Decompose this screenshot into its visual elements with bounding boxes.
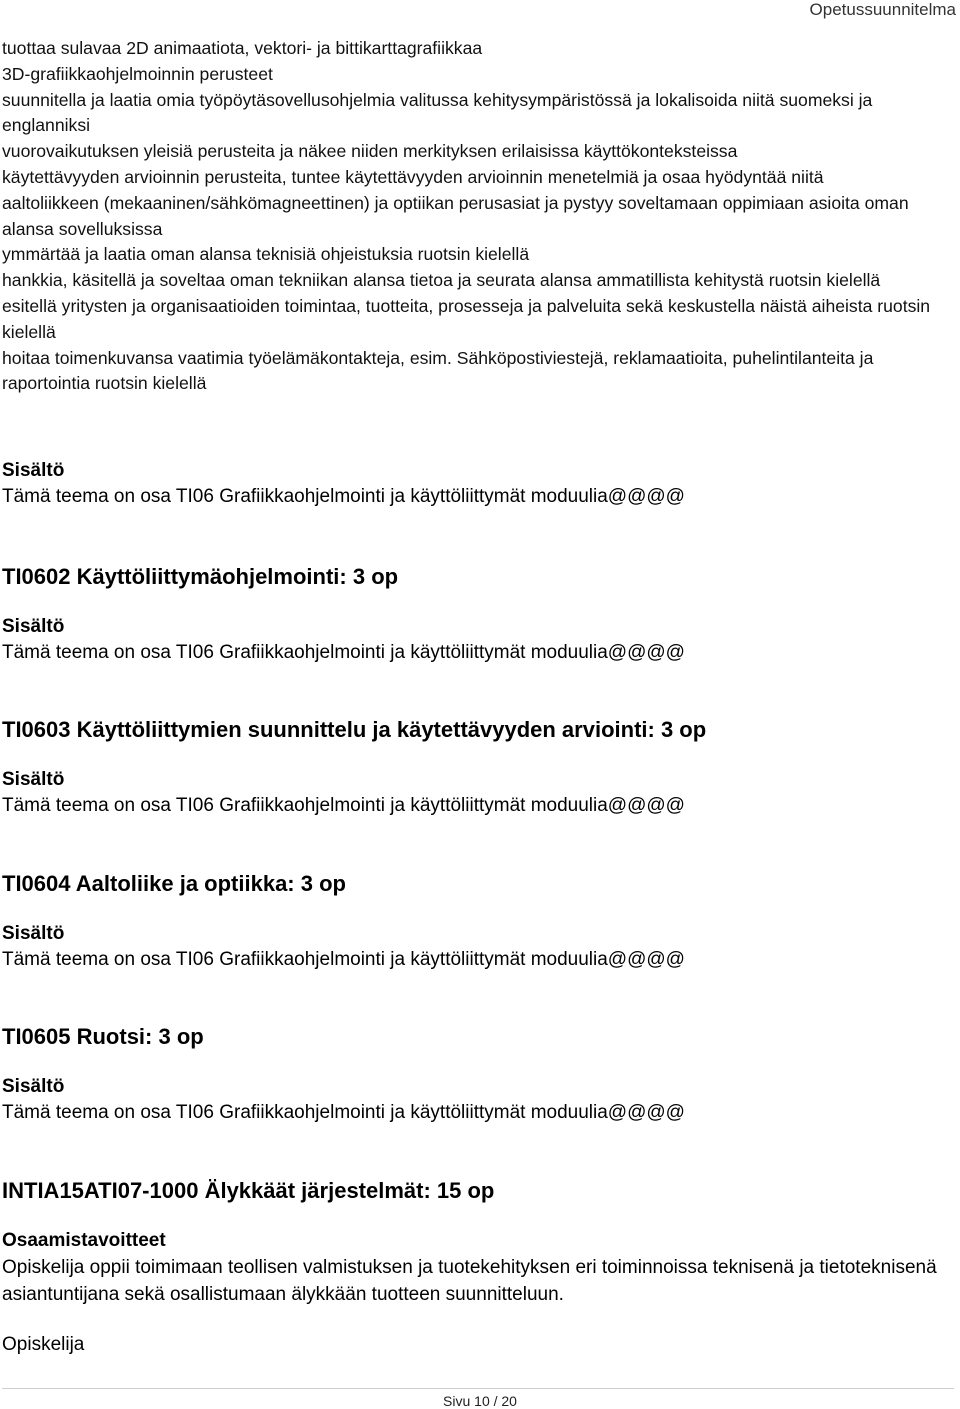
objective-item: vuorovaikutuksen yleisiä perusteita ja näkee niiden merkityksen erilaisissa käyttökonteksteissa bbox=[2, 141, 738, 162]
objectives-label: Osaamistavoitteet bbox=[2, 1230, 166, 1251]
module-title: INTIA15ATI07-1000 Älykkäät järjestelmät: 15 op bbox=[2, 1178, 495, 1203]
objectives-text: Opiskelija oppii toimimaan teollisen valmistuksen ja tuotekehityksen eri toiminnoissa teknisenä ja tietoteknisenä asiantuntijana sekä osallistumaan älykkään tuotteen suunnitteluun. bbox=[2, 1257, 937, 1305]
objective-item: esitellä yritysten ja organisaatioiden toimintaa, tuotteita, prosesseja ja palveluita sekä keskustella näistä aiheista ruotsin kielellä bbox=[2, 295, 931, 342]
content-label: Sisältö bbox=[2, 769, 65, 790]
content-section bbox=[2, 767, 952, 819]
content-text: Tämä teema on osa TI06 Grafiikkaohjelmointi ja käyttöliittymät moduulia@@@@ bbox=[2, 949, 685, 970]
module-title: TI0602 Käyttöliittymäohjelmointi: 3 op bbox=[2, 564, 399, 589]
module-title: TI0603 Käyttöliittymien suunnittelu ja käytettävyyden arviointi: 3 op bbox=[2, 717, 707, 742]
content-section bbox=[2, 458, 952, 510]
objectives-list bbox=[2, 36, 952, 397]
module-title: TI0604 Aaltoliike ja optiikka: 3 op bbox=[2, 871, 346, 896]
content-text: Tämä teema on osa TI06 Grafiikkaohjelmointi ja käyttöliittymät moduulia@@@@ bbox=[2, 642, 685, 663]
content-section bbox=[2, 1074, 952, 1126]
page-footer bbox=[0, 1385, 960, 1409]
content-text: Tämä teema on osa TI06 Grafiikkaohjelmointi ja käyttöliittymät moduulia@@@@ bbox=[2, 1102, 685, 1123]
student-section bbox=[2, 1332, 952, 1358]
content-text: Tämä teema on osa TI06 Grafiikkaohjelmointi ja käyttöliittymät moduulia@@@@ bbox=[2, 486, 685, 507]
student-text: Opiskelija bbox=[2, 1334, 85, 1355]
objective-item: tuottaa sulavaa 2D animaatiota, vektori- ja bittikarttagrafiikkaa bbox=[2, 38, 483, 58]
objective-item: suunnitella ja laatia omia työpöytäsovellusohjelmia valitussa kehitysympäristössä ja lokalisoida niitä suomeksi ja englanniksi bbox=[2, 89, 873, 136]
content-label: Sisältö bbox=[2, 616, 65, 637]
objective-item: hankkia, käsitellä ja soveltaa oman tekniikan alansa tietoa ja seurata alansa ammatillista kehitystä ruotsin kielellä bbox=[2, 270, 881, 291]
footer-divider bbox=[2, 1388, 954, 1389]
content-text: Tämä teema on osa TI06 Grafiikkaohjelmointi ja käyttöliittymät moduulia@@@@ bbox=[2, 795, 685, 816]
objective-item: käytettävyyden arvioinnin perusteita, tuntee käytettävyyden arvioinnin menetelmiä ja osaa hyödyntää niitä bbox=[2, 166, 824, 187]
content-section bbox=[2, 614, 952, 666]
document-title: Opetussuunnitelma bbox=[809, 0, 956, 19]
content-label: Sisältö bbox=[2, 1076, 65, 1097]
objective-item: 3D-grafiikkaohjelmoinnin perusteet bbox=[2, 63, 273, 84]
objective-item: hoitaa toimenkuvansa vaatimia työelämäkontakteja, esim. Sähköpostiviestejä, reklamaatioita, puhelintilanteita ja raportointia ruotsin kielellä bbox=[2, 347, 874, 394]
content-section bbox=[2, 921, 952, 973]
content-label: Sisältö bbox=[2, 923, 65, 944]
objective-item: ymmärtää ja laatia oman alansa teknisiä ohjeistuksia ruotsin kielellä bbox=[2, 244, 530, 265]
page-number: Sivu 10 / 20 bbox=[443, 1393, 517, 1409]
objectives-section bbox=[2, 1228, 952, 1308]
objective-item: aaltoliikkeen (mekaaninen/sähkömagneettinen) ja optiikan perusasiat ja pystyy soveltamaan oppimiaan asioita oman alansa sovelluksissa bbox=[2, 192, 909, 239]
module-title: TI0605 Ruotsi: 3 op bbox=[2, 1024, 204, 1049]
content-label: Sisältö bbox=[2, 460, 65, 481]
